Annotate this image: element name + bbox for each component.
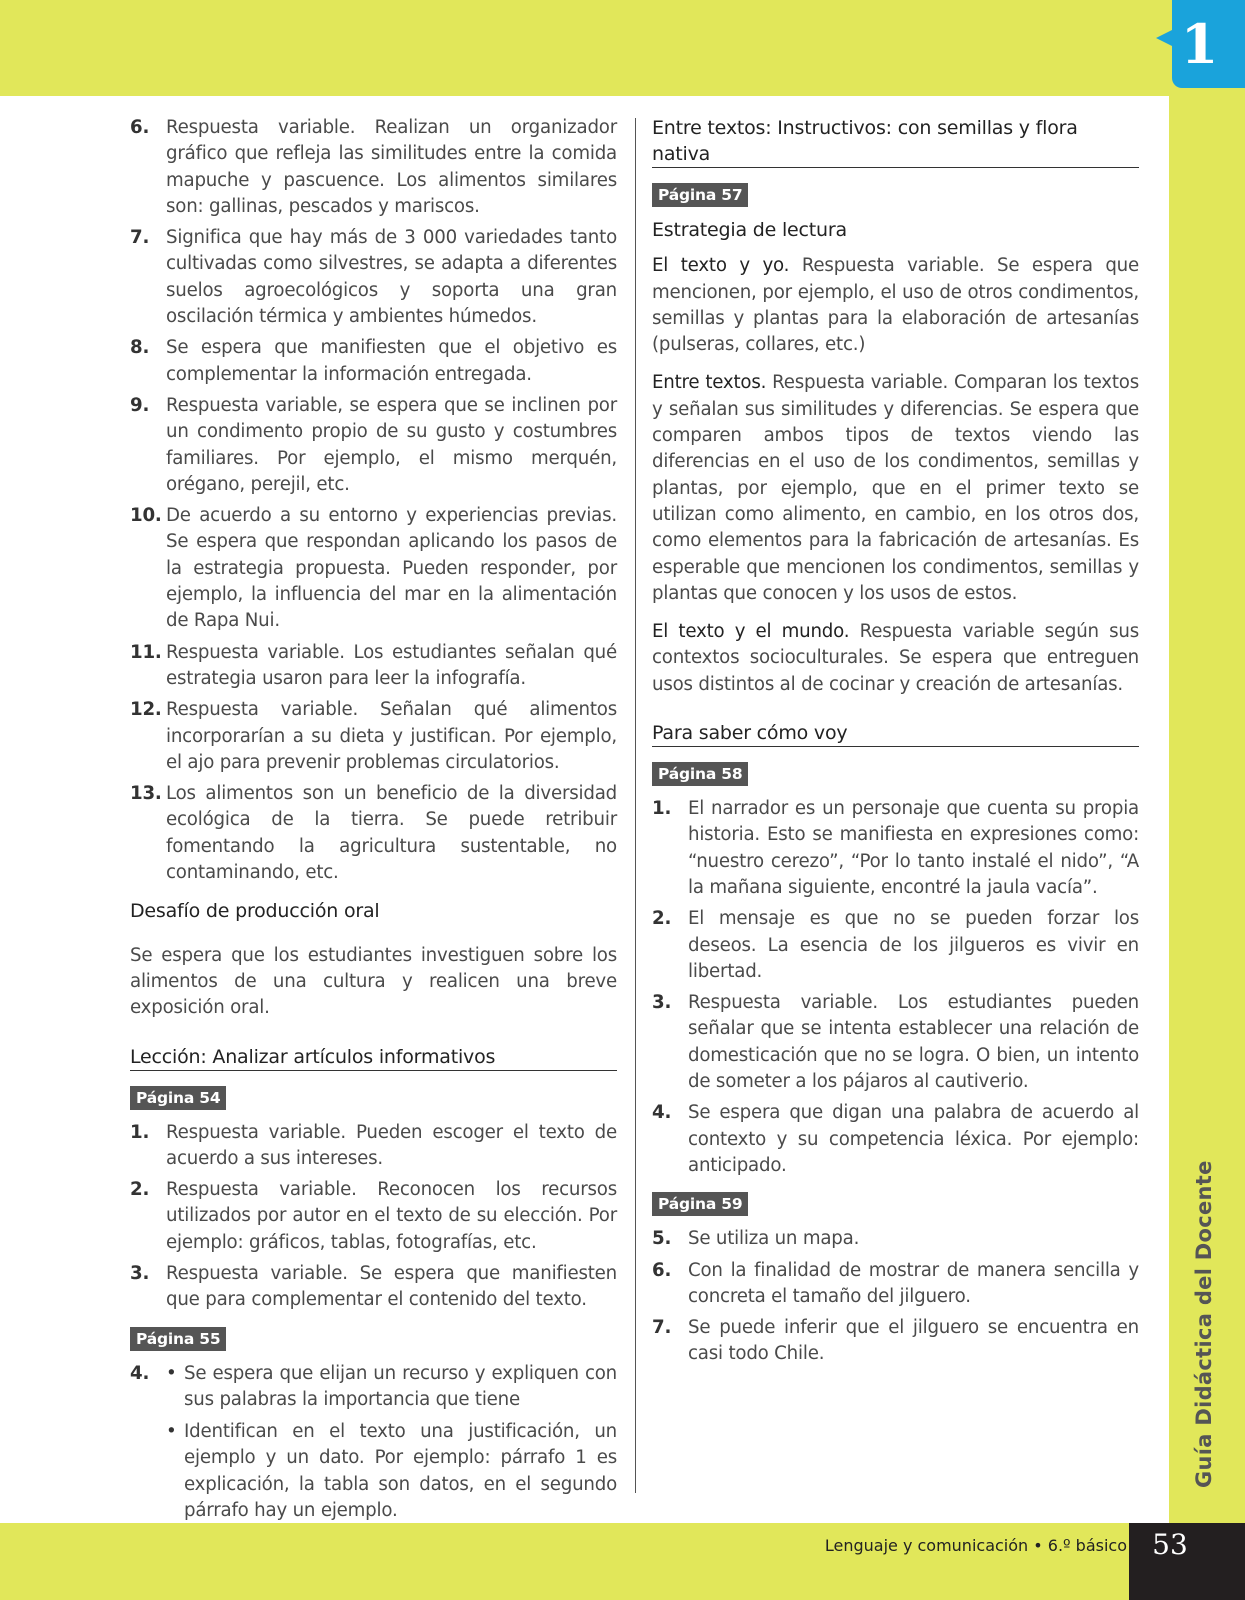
page-tag-57: Página 57 [652,183,748,207]
page-number: 53 [1152,1528,1188,1561]
side-title: Guía Didáctica del Docente [1192,1160,1216,1488]
list-item: 10. De acuerdo a su entorno y experiencias previas. Se espera que respondan aplicando los pasos de la estrategia propuesta. Pueden responder, por ejemplo, la influencia del mar en la alimentación de Rapa Nui. [130,505,617,632]
list-item: 9. Respuesta variable, se espera que se inclinen por un condimento propio de su gusto y costumbres familiares. Por ejemplo, el mismo merquén, orégano, perejil, etc. [130,394,617,495]
entre-textos-title: Entre textos: Instructivos: con semillas y flora nativa [652,115,1139,168]
column-divider [635,118,636,1493]
list-item: 11. Respuesta variable. Los estudiantes señalan qué estrategia usaron para leer la infografía. [130,641,617,689]
para-texto-y-yo: El texto y yo. Respuesta variable. Se espera que mencionen, por ejemplo, el uso de otros condimentos, semillas y plantas para la elaboración de artesanías (pulseras, collares, etc.) [652,255,1140,356]
list-item: 8. Se espera que manifiesten que el objetivo es complementar la información entregada. [130,337,617,385]
list-item: 3. Respuesta variable. Se espera que manifiesten que para complementar el contenido del texto. [130,1262,617,1311]
desafio-title: Desafío de producción oral [130,900,380,923]
unit-number: 1 [1180,12,1219,76]
page-tag-59: Página 59 [652,1192,748,1216]
page-tag-54: Página 54 [130,1086,226,1110]
list-item: 4. Se espera que digan una palabra de acuerdo al contexto y su competencia léxica. Por ejemplo: anticipado. [652,1102,1139,1176]
list-item: 2. Respuesta variable. Reconocen los recursos utilizados por autor en el texto de su elección. Por ejemplo: gráficos, tablas, fotografías, etc. [130,1179,617,1253]
answer-list-a [130,115,617,886]
para-texto-y-mundo: El texto y el mundo. Respuesta variable según sus contextos socioculturales. Se espera que entreguen usos distintos al de cocinar y creación de artesanías. [652,621,1140,695]
answer-list-b [130,1120,617,1314]
list-item: 7. Se puede inferir que el jilguero se encuentra en casi todo Chile. [652,1317,1139,1365]
leccion-title: Lección: Analizar artículos informativos [130,1044,617,1071]
left-column [130,115,617,1530]
list-item: 12. Respuesta variable. Señalan qué alimentos incorporarían a su dieta y justifican. Por ejemplo, el ajo para prevenir problemas circulatorios. [130,699,617,773]
list-item: 3. Respuesta variable. Los estudiantes pueden señalar que se intenta establecer una relación de domesticación que no se logra. O bien, un intento de someter a los pájaros al cautiverio. [652,992,1139,1093]
page-tag-58: Página 58 [652,762,748,786]
bottom-band [0,1523,1245,1600]
page-tag-55: Página 55 [130,1327,226,1351]
right-column [652,115,1139,1373]
list-item: 1. El narrador es un personaje que cuenta su propia historia. Esto se manifiesta en expresiones como: “nuestro cerezo”, “Por lo tanto instalé el nido”, “A la mañana siguiente, encontré la jaula vacía”. [652,798,1139,898]
footer-text: Lenguaje y comunicación • 6.º básico [824,1536,1127,1555]
list-item: 5. Se utiliza un mapa. [652,1228,860,1250]
list-item: 1. Respuesta variable. Pueden escoger el texto de acuerdo a sus intereses. [130,1121,617,1169]
desafio-text: Se espera que los estudiantes investiguen sobre los alimentos de una cultura y realicen una breve exposición oral. [130,944,617,1019]
bullet-item: • Se espera que elijan un recurso y expliquen con sus palabras la importancia que tiene [166,1361,617,1414]
bullet-item: • Identifican en el texto una justificación, un ejemplo y un dato. Por ejemplo: párrafo 1 es explicación, la tabla son datos, en el segundo párrafo hay un ejemplo. [166,1419,617,1524]
list-item: 6. Respuesta variable. Realizan un organizador gráfico que refleja las similitudes entre la comida mapuche y pascuence. Los alimentos similares son: gallinas, pescados y mariscos. [130,117,617,217]
answer-list-58 [652,796,1139,1179]
estrategia-title: Estrategia de lectura [652,219,847,241]
list-item: 4. • Se espera que elijan un recurso y expliquen con sus palabras la importancia que tiene • Identifican en el texto una justificación, un ejemplo y un dato. Por ejemplo: párrafo 1 es explicación, la tabla son datos, en el segundo párrafo hay un ejemplo. [130,1361,617,1525]
list-item: 6. Con la finalidad de mostrar de manera sencilla y concreta el tamaño del jilguero. [652,1259,1139,1307]
top-band [0,0,1245,96]
saber-title: Para saber cómo voy [652,720,1139,747]
list-item: 2. El mensaje es que no se pueden forzar los deseos. La esencia de los jilgueros es vivir en libertad. [652,908,1139,982]
answer-list-59 [652,1226,1139,1367]
para-entre-textos: Entre textos. Respuesta variable. Comparan los textos y señalan sus similitudes y diferencias. Se espera que comparen ambos tipos de textos viendo las diferencias en el uso de los condimentos, semillas y plantas, por ejemplo, que en el primer texto se utilizan como alimento, en cambio, en los otros dos, como elementos para la fabricación de artesanías. Es esperable que mencionen los condimentos, semillas y plantas que conocen y los usos de estos. [652,372,1139,604]
list-item: 7. Significa que hay más de 3 000 variedades tanto cultivadas como silvestres, se adapta a diferentes suelos agroecológicos y soporta una gran oscilación térmica y ambientes húmedos. [130,227,617,328]
bullet-list [166,1361,617,1525]
list-item: 13. Los alimentos son un beneficio de la diversidad ecológica de la tierra. Se puede retribuir fomentando la agricultura sustentable, no contaminando, etc. [130,783,617,884]
